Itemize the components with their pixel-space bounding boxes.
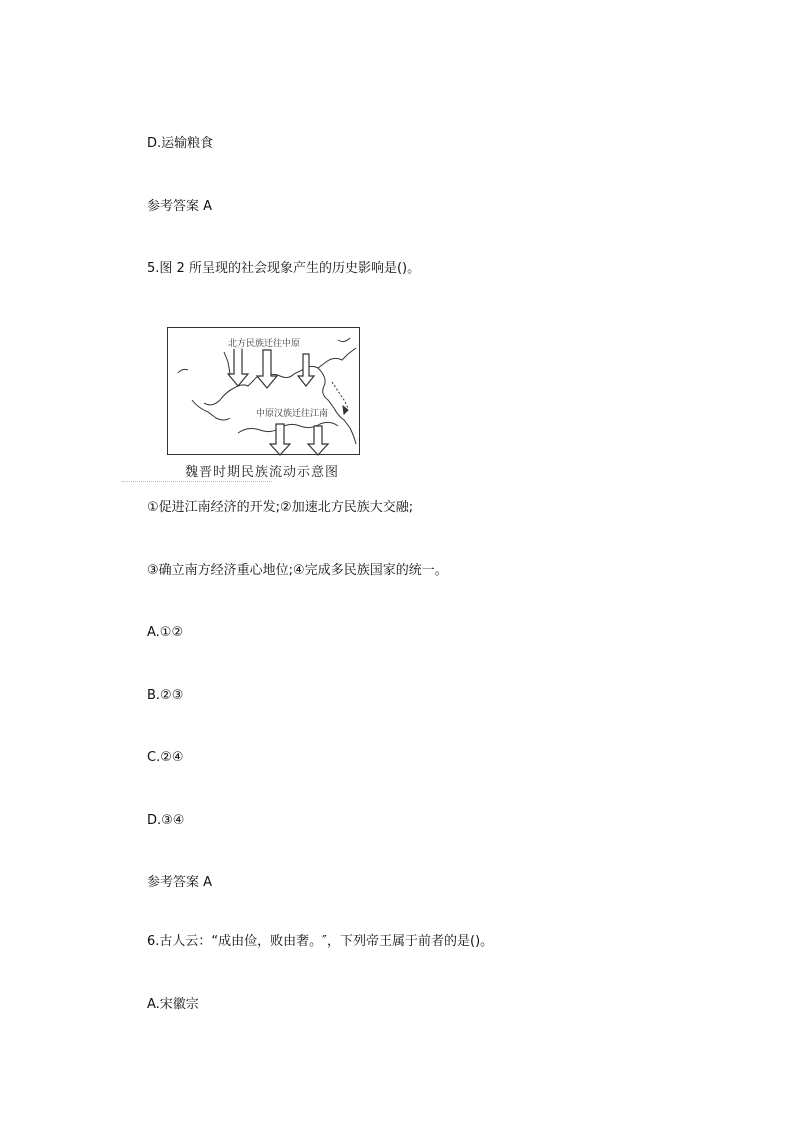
- arrow-south-2: [308, 426, 328, 455]
- coast-fragment-1: [178, 369, 188, 373]
- river-yangtze: [238, 422, 338, 433]
- answer-q5: 参考答案 A: [147, 875, 213, 890]
- answer-q4: 参考答案 A: [147, 199, 213, 214]
- coast-fragment-2: [338, 338, 350, 342]
- arrow-south-1: [270, 424, 290, 455]
- option-d-q4: D.运输粮食: [147, 136, 214, 151]
- option-d-q5: D.③④: [147, 813, 185, 828]
- migration-map: [167, 327, 360, 455]
- map-caption: 魏晋时期民族流动示意图: [185, 465, 340, 480]
- statement-1-2: ①促进江南经济的开发;②加速北方民族大交融;: [147, 500, 414, 515]
- option-c-q5: C.②④: [147, 750, 184, 765]
- label-south-migration: 中原汉族迁往江南: [256, 406, 328, 419]
- coastline-northeast: [264, 348, 356, 378]
- dashed-route: [332, 382, 348, 408]
- scan-artifact: [122, 481, 272, 484]
- arrow-north-1: [228, 348, 248, 386]
- option-a-q6: A.宋徽宗: [147, 997, 199, 1012]
- option-b-q5: B.②③: [147, 688, 184, 703]
- river-north-1: [224, 352, 230, 374]
- river-yellow: [192, 400, 230, 420]
- arrow-north-2: [257, 350, 277, 388]
- option-a-q5: A.①②: [147, 625, 184, 640]
- arrow-north-3: [298, 354, 314, 386]
- label-north-migration: 北方民族迁往中原: [228, 336, 300, 349]
- question-5: 5.图 2 所呈现的社会现象产生的历史影响是()。: [147, 261, 421, 276]
- statement-3-4: ③确立南方经济重心地位;④完成多民族国家的统一。: [147, 563, 448, 578]
- question-6: 6.古人云：“成由俭，败由奢。″，下列帝王属于前者的是()。: [147, 934, 494, 949]
